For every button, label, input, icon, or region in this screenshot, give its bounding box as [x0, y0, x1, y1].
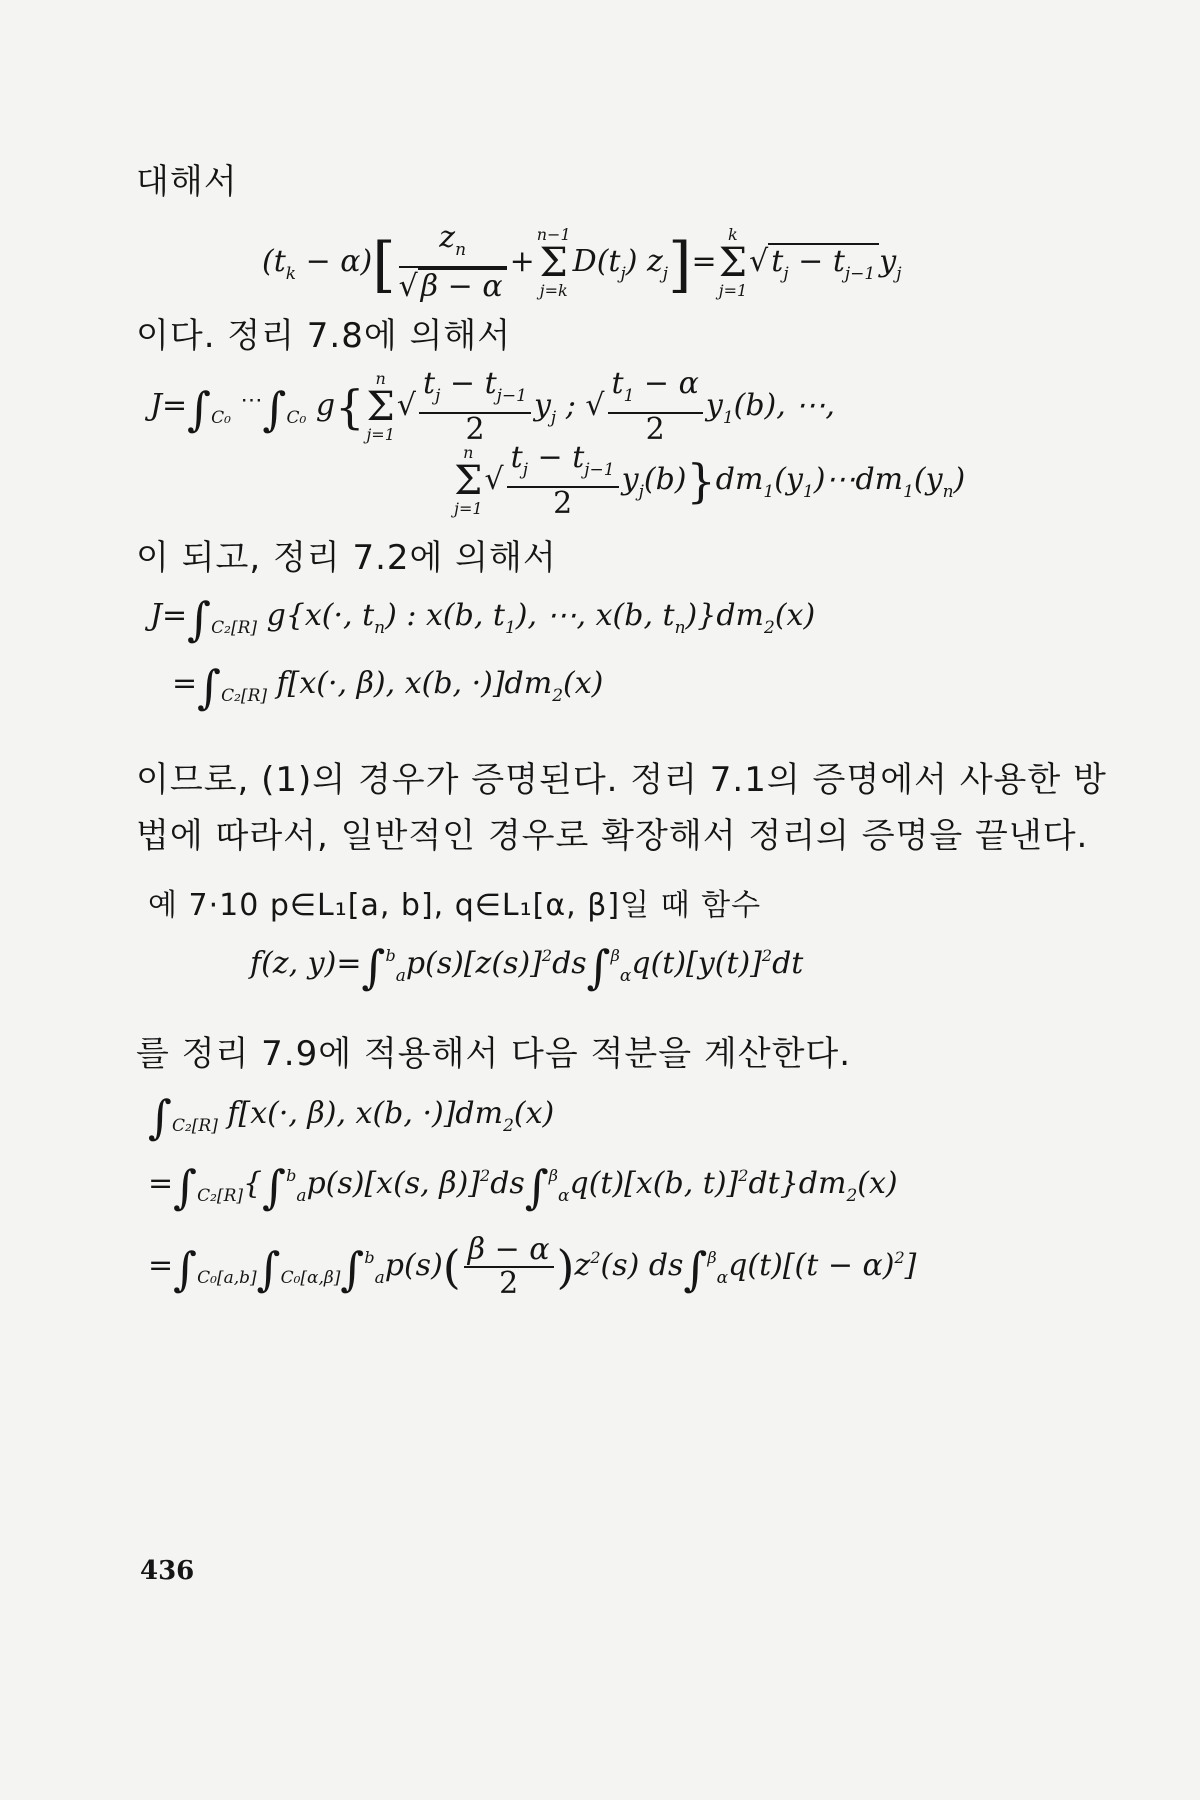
- paragraph-1-line-1: 이므로, (1)의 경우가 증명된다. 정리 7.1의 증명에서 사용한 방: [136, 760, 1107, 800]
- text-line-1: 대해서: [136, 162, 238, 202]
- equation-3a: $J=\int_{C_2[R]}$ g{x(·, $t_n$) : x(b, $t_1$), ⋯, x(b, $t_n)\}dm_2(x)$: [150, 592, 816, 646]
- text-line-4: 를 정리 7.9에 적용해서 다음 적분을 계산한다.: [136, 1034, 852, 1074]
- equation-5a: $\int_{C_2[R]}$ f[x(·, β), x(b, $\cdot)]dm_2(x)$: [148, 1090, 555, 1144]
- example-heading: 예 7·10 p∈L₁[a, b], q∈L₁[α, β]일 때 함수: [148, 888, 762, 923]
- text-line-3: 이 되고, 정리 7.2에 의해서: [136, 538, 557, 578]
- page-number: 436: [140, 1556, 195, 1586]
- text-line-2: 이다. 정리 7.8에 의해서: [136, 316, 512, 356]
- equation-5c: $=\int_{C_0[a,b]}\int_{C_0[\alpha,\beta]}\int^b_ap(s)$( $\frac{\beta - \alpha}{2}$ )$z^2(s)$ $ds\int^\beta_\alpha q(t)[(t - \alpha)^2]$: [148, 1232, 917, 1301]
- paragraph-1-line-2: 법에 따라서, 일반적인 경우로 확장해서 정리의 증명을 끝낸다.: [136, 816, 1089, 856]
- equation-3b: $=\int_{C_2[R]}$ f[x(·, β), x(b, $\cdot)]dm_2(x)$: [172, 660, 604, 714]
- equation-4: f(z, $y)=\int^b_ap(s)[z(s)]^2ds\int^\beta_\alpha q(t)[y(t)]^2dt$: [250, 940, 804, 994]
- equation-1: $(t_k - \alpha)$[ $\frac{z_n}{√ \beta - \alpha}$ + n−1 Σ j=k $D(t_j)$ $z_j]=$ k Σ j=1 √ $t_j - t_{j-1}$ $y_j$: [262, 220, 902, 304]
- equation-2a: $J=\int_{C_0}$ $^\cdots\int_{C_0}$ g{ n Σ j=1 √ $\frac{t_j - t_{j-1}}{2}$ $y_j$ ; √ $\frac{t_1 - \alpha}{2}$ $y_1(b)$, ⋯,: [150, 366, 835, 447]
- equation-2b: n Σ j=1 √ $\frac{t_j - t_{j-1}}{2}$ $y_j(b)\}dm_1(y_1)\cdots dm_1(y_n)$: [454, 440, 966, 521]
- equation-5b: $=\int_{C_2[R]}\{\int^b_ap(s)[x(s$, β)]$^2$ds∫$^\beta_\alpha$q(t)[x(b, $t)]^2dt\}dm_2(x)$: [148, 1160, 898, 1214]
